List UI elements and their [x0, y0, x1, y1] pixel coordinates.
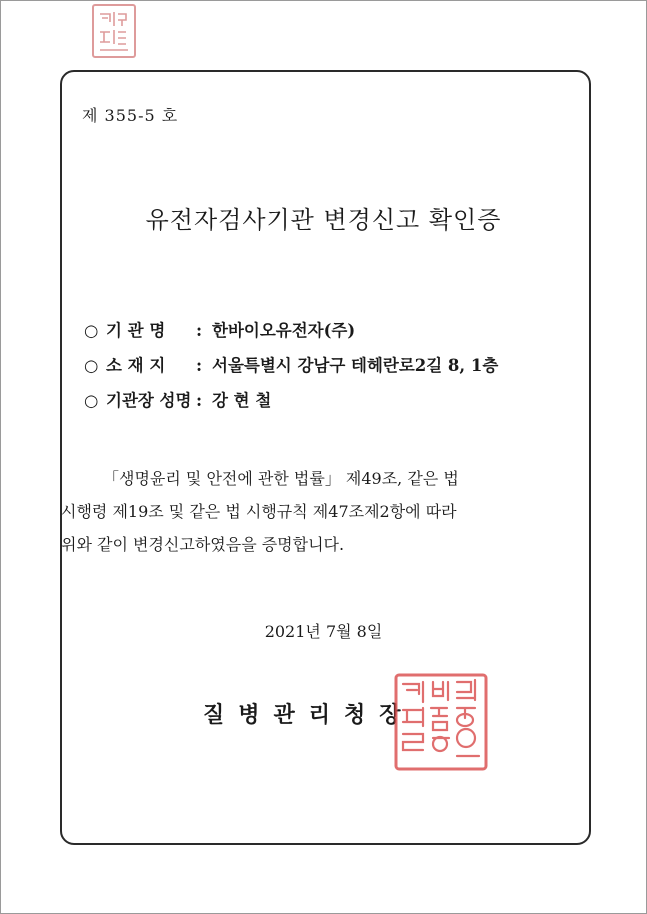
- issuer-name: 질병관리청장: [203, 702, 415, 728]
- issue-date: 2021년 7월 8일: [264, 622, 383, 641]
- field-colon: :: [196, 356, 203, 375]
- certificate-body: [61, 462, 573, 561]
- bullet-circle: ○: [84, 391, 99, 410]
- field-head-name: [84, 387, 271, 411]
- field-address: [84, 352, 498, 376]
- field-value: 강 현 철: [212, 391, 272, 410]
- field-label: 기 관 명: [106, 321, 166, 340]
- field-colon: :: [196, 391, 203, 410]
- bullet-circle: ○: [84, 356, 99, 375]
- top-seal-stamp: [92, 4, 136, 58]
- field-colon: :: [196, 321, 203, 340]
- official-seal-icon: [393, 672, 489, 772]
- top-seal-icon: [94, 6, 134, 56]
- field-label: 소 재 지: [106, 356, 166, 375]
- bullet-circle: ○: [84, 321, 99, 340]
- field-institution-name: [84, 317, 355, 341]
- field-value: 한바이오유전자(주): [212, 321, 356, 340]
- body-line: 시행령 제19조 및 같은 법 시행규칙 제47조제2항에 따라: [61, 502, 457, 521]
- body-line: 「생명윤리 및 안전에 관한 법률」 제49조, 같은 법: [103, 469, 459, 488]
- page-title: 유전자검사기관 변경신고 확인증: [145, 206, 502, 234]
- body-line: 위와 같이 변경신고하였음을 증명합니다.: [61, 535, 345, 554]
- document-number: 제 355-5 호: [82, 106, 179, 125]
- field-label: 기관장 성명: [106, 391, 192, 410]
- official-seal-stamp: [393, 672, 489, 772]
- field-value: 서울특별시 강남구 테헤란로2길 8, 1층: [212, 356, 499, 375]
